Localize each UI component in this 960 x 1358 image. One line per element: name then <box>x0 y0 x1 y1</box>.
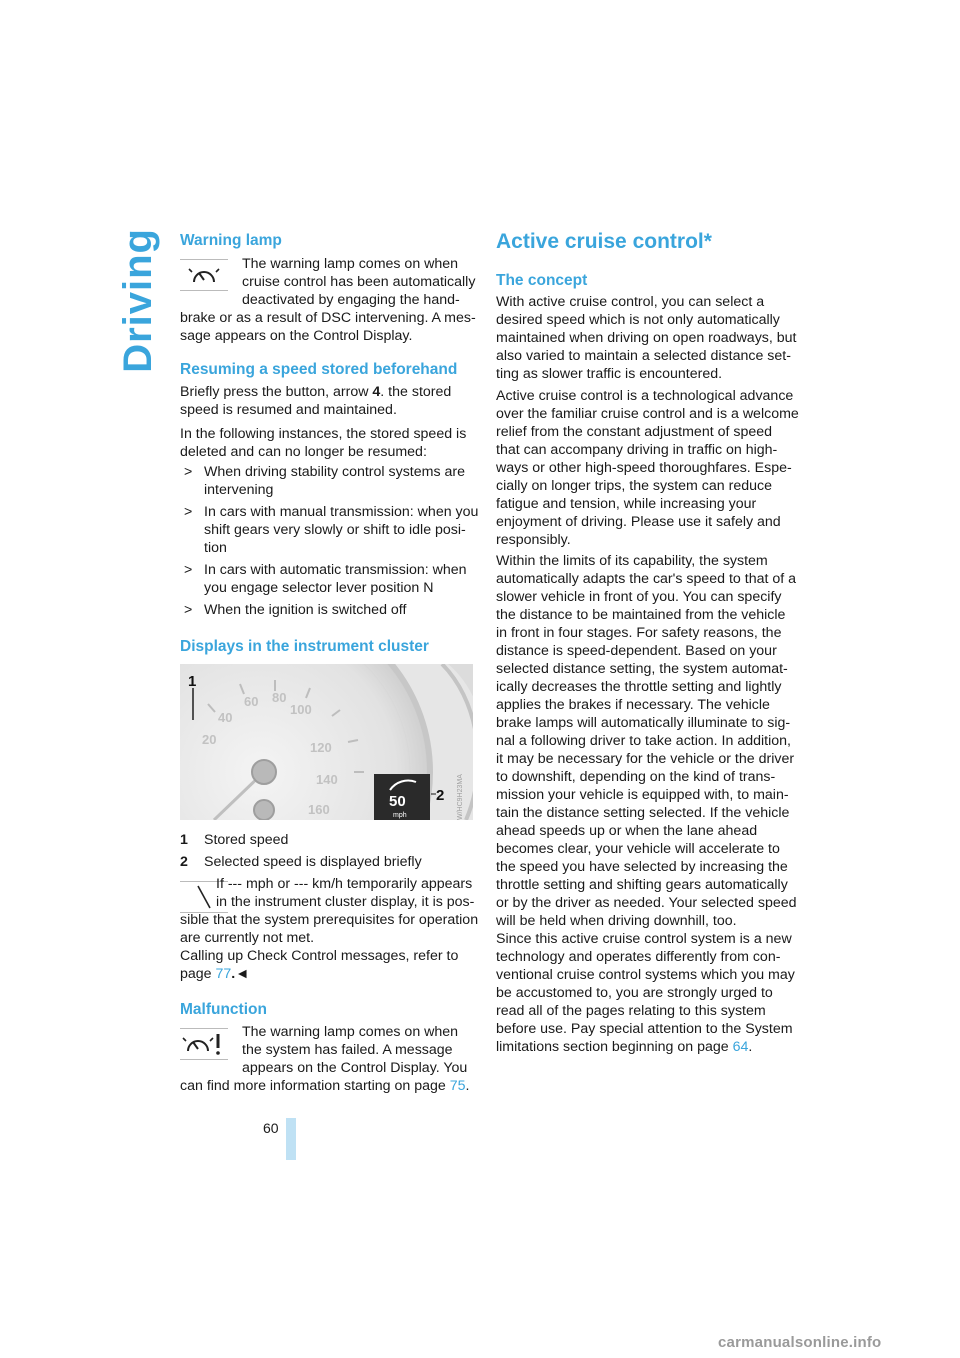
text-line: The warning lamp comes on when <box>242 256 459 272</box>
instrument-cluster-illustration <box>180 664 473 820</box>
text-span: . <box>465 1078 470 1094</box>
text-line: speed is resumed and maintained. <box>180 402 397 418</box>
text-line: Within the limits of its capability, the system <box>496 553 768 569</box>
text-line: brake or as a result of DSC intervening. A mes- <box>180 310 476 326</box>
text-line: in front in four stages. For safety reasons, the <box>496 625 782 641</box>
text-line: deleted and can no longer be resumed: <box>180 444 427 460</box>
text-line: fatigue and tension, while increasing your <box>496 496 757 512</box>
text-line: will be held when driving downhill, too. <box>496 913 737 929</box>
text-line: If --- mph or --- km/h temporarily appears <box>216 876 473 892</box>
text-line: before use. Pay special attention to the System <box>496 1021 793 1037</box>
text-line: becomes clear, your vehicle will accelerate to <box>496 841 780 857</box>
page-number: 60 <box>263 1120 279 1136</box>
text-line: cruise control has been automatically <box>242 274 476 290</box>
text-line: tain the distance setting selected. If the vehicle <box>496 805 790 821</box>
page-link-64[interactable]: 64 <box>732 1039 749 1055</box>
text-line: the system has failed. A message <box>242 1042 453 1058</box>
text-line: ically decreases the throttle setting and lightly <box>496 679 782 695</box>
text-line: in the instrument cluster display, it is pos- <box>216 894 475 910</box>
item-number: 1 <box>180 832 188 848</box>
dial-mark: 160 <box>308 802 330 817</box>
text-line: technology and operates differently from con- <box>496 949 781 965</box>
item-text: Stored speed <box>204 832 289 848</box>
text-line: brake lamps will automatically illuminate to sig- <box>496 715 791 731</box>
text-line: it may be necessary for the vehicle or the driver <box>496 751 795 767</box>
cruise-warning-lamp-icon <box>180 259 228 291</box>
text-line: throttle setting and shifting gears automatically <box>496 877 788 893</box>
text-line: In the following instances, the stored speed is <box>180 426 467 442</box>
dial-mark: 80 <box>272 690 287 705</box>
text-line: automatically adapts the car's speed to that of a <box>496 571 797 587</box>
text-line: be accustomed to, you are strongly urged to <box>496 985 773 1001</box>
text-line: the distance to be maintained from the vehicle <box>496 607 786 623</box>
text-line: When driving stability control systems are <box>204 464 465 480</box>
resuming-heading: Resuming a speed stored beforehand <box>180 361 458 378</box>
text-span: page <box>180 966 216 982</box>
text-line: intervening <box>204 482 274 498</box>
instrument-cluster-figure <box>180 664 473 820</box>
figure-code: W/HC9H23MA <box>457 774 464 820</box>
malfunction-text <box>242 1023 467 1077</box>
item-text: Selected speed is displayed briefly <box>204 854 422 870</box>
text-line: applies the brakes if necessary. The vehicle <box>496 697 770 713</box>
footer-watermark: carmanualsonline.info <box>718 1334 882 1351</box>
text-line: desired speed which is not only automatically <box>496 312 780 328</box>
malfunction-text-cont <box>180 1077 469 1095</box>
text-line: ventional cruise control systems which you may <box>496 967 795 983</box>
text-line: over the familiar cruise control and is a welcome <box>496 406 799 422</box>
text-line: slower vehicle in front of you. You can specify <box>496 589 782 605</box>
dial-mark: 20 <box>202 732 217 747</box>
text-span: . the stored <box>380 384 452 400</box>
text-line: or by the driver as needed. Your selected speed <box>496 895 797 911</box>
text-line: read all of the pages relating to this system <box>496 1003 766 1019</box>
text-line: ahead speeds up or when the lane ahead <box>496 823 758 839</box>
text-line: In cars with manual transmission: when you <box>204 504 479 520</box>
concept-p1 <box>496 293 797 383</box>
text-line: In cars with automatic transmission: when <box>204 562 467 578</box>
note-text <box>216 875 474 911</box>
display-speed-unit: mph <box>393 812 407 819</box>
arrow-number: 4 <box>372 384 381 400</box>
malfunction-heading: Malfunction <box>180 1001 267 1018</box>
text-line: the speed you have selected by increasing the <box>496 859 788 875</box>
text-line: you engage selector lever position N <box>204 580 434 596</box>
text-line: to downshift, depending on the kind of trans- <box>496 769 776 785</box>
text-line: With active cruise control, you can select a <box>496 294 765 310</box>
dial-mark: 120 <box>310 740 332 755</box>
resuming-p1 <box>180 383 451 419</box>
text-line: cially on longer trips, the system can reduce <box>496 478 772 494</box>
warning-lamp-heading: Warning lamp <box>180 232 282 249</box>
text-line: Calling up Check Control messages, refer to <box>180 948 459 964</box>
end-mark: .◄ <box>231 966 250 982</box>
display-speed-value: 50 <box>389 793 406 810</box>
malfunction-lamp-icon <box>180 1028 228 1060</box>
text-line: nal a following driver to take action. In addition, <box>496 733 791 749</box>
text-line: tion <box>204 540 227 556</box>
text-line: enjoyment of driving. Please use it safely and <box>496 514 781 530</box>
text-line: mission your vehicle is equipped with, to main- <box>496 787 789 803</box>
text-line: The warning lamp comes on when <box>242 1024 459 1040</box>
text-line: deactivated by engaging the hand- <box>242 292 460 308</box>
bullet-marker: > <box>184 464 193 480</box>
text-line: relief from the constant adjustment of speed <box>496 424 773 440</box>
page-link-75[interactable]: 75 <box>449 1078 466 1094</box>
text-line: appears on the Control Display. You <box>242 1060 468 1076</box>
section-title: Active cruise control* <box>496 230 712 253</box>
resuming-p2 <box>180 425 466 461</box>
bullet-marker: > <box>184 562 193 578</box>
text-line: responsibly. <box>496 532 571 548</box>
bullet-marker: > <box>184 602 193 618</box>
warning-lamp-text <box>242 255 475 309</box>
text-line: When the ignition is switched off <box>204 602 407 618</box>
text-line: maintained when driving on open roadways, but <box>496 330 797 346</box>
concept-heading: The concept <box>496 272 588 289</box>
text-span: Briefly press the button, arrow <box>180 384 373 400</box>
dial-mark: 60 <box>244 694 259 709</box>
chapter-side-title: Driving <box>116 228 160 373</box>
text-line: distance is speed-dependent. Based on your <box>496 643 777 659</box>
concept-p2 <box>496 387 799 549</box>
dial-mark: 140 <box>316 772 338 787</box>
text-line: also varied to maintain a selected distance set- <box>496 348 791 364</box>
dial-mark: 40 <box>218 710 233 725</box>
text-line: sage appears on the Control Display. <box>180 328 413 344</box>
bullet-marker: > <box>184 504 193 520</box>
text-line: ting as slower traffic is encountered. <box>496 366 723 382</box>
note-text-cont <box>180 911 478 983</box>
concept-p3 <box>496 552 797 930</box>
item-number: 2 <box>180 854 188 870</box>
text-line: Active cruise control is a technological advance <box>496 388 794 404</box>
text-line: selected distance setting, the system automat- <box>496 661 788 677</box>
callout-2: 2 <box>436 787 445 804</box>
text-line: shift gears very slowly or shift to idle posi- <box>204 522 466 538</box>
text-line: sible that the system prerequisites for operation <box>180 912 479 928</box>
warning-lamp-text-cont <box>180 309 476 345</box>
text-span: limitations section beginning on page <box>496 1039 733 1055</box>
text-span: . <box>748 1039 753 1055</box>
concept-p4 <box>496 930 795 1056</box>
displays-heading: Displays in the instrument cluster <box>180 638 429 655</box>
text-span: can find more information starting on page <box>180 1078 450 1094</box>
text-line: that can accompany driving in traffic on high- <box>496 442 778 458</box>
text-line: ways or other high-speed thoroughfares. Espe- <box>496 460 792 476</box>
page-link-77[interactable]: 77 <box>215 966 232 982</box>
text-line: Since this active cruise control system is a new <box>496 931 792 947</box>
text-line: are currently not met. <box>180 930 315 946</box>
page-marker-bar <box>286 1118 296 1160</box>
callout-1: 1 <box>188 673 197 690</box>
dial-mark: 100 <box>290 702 312 717</box>
